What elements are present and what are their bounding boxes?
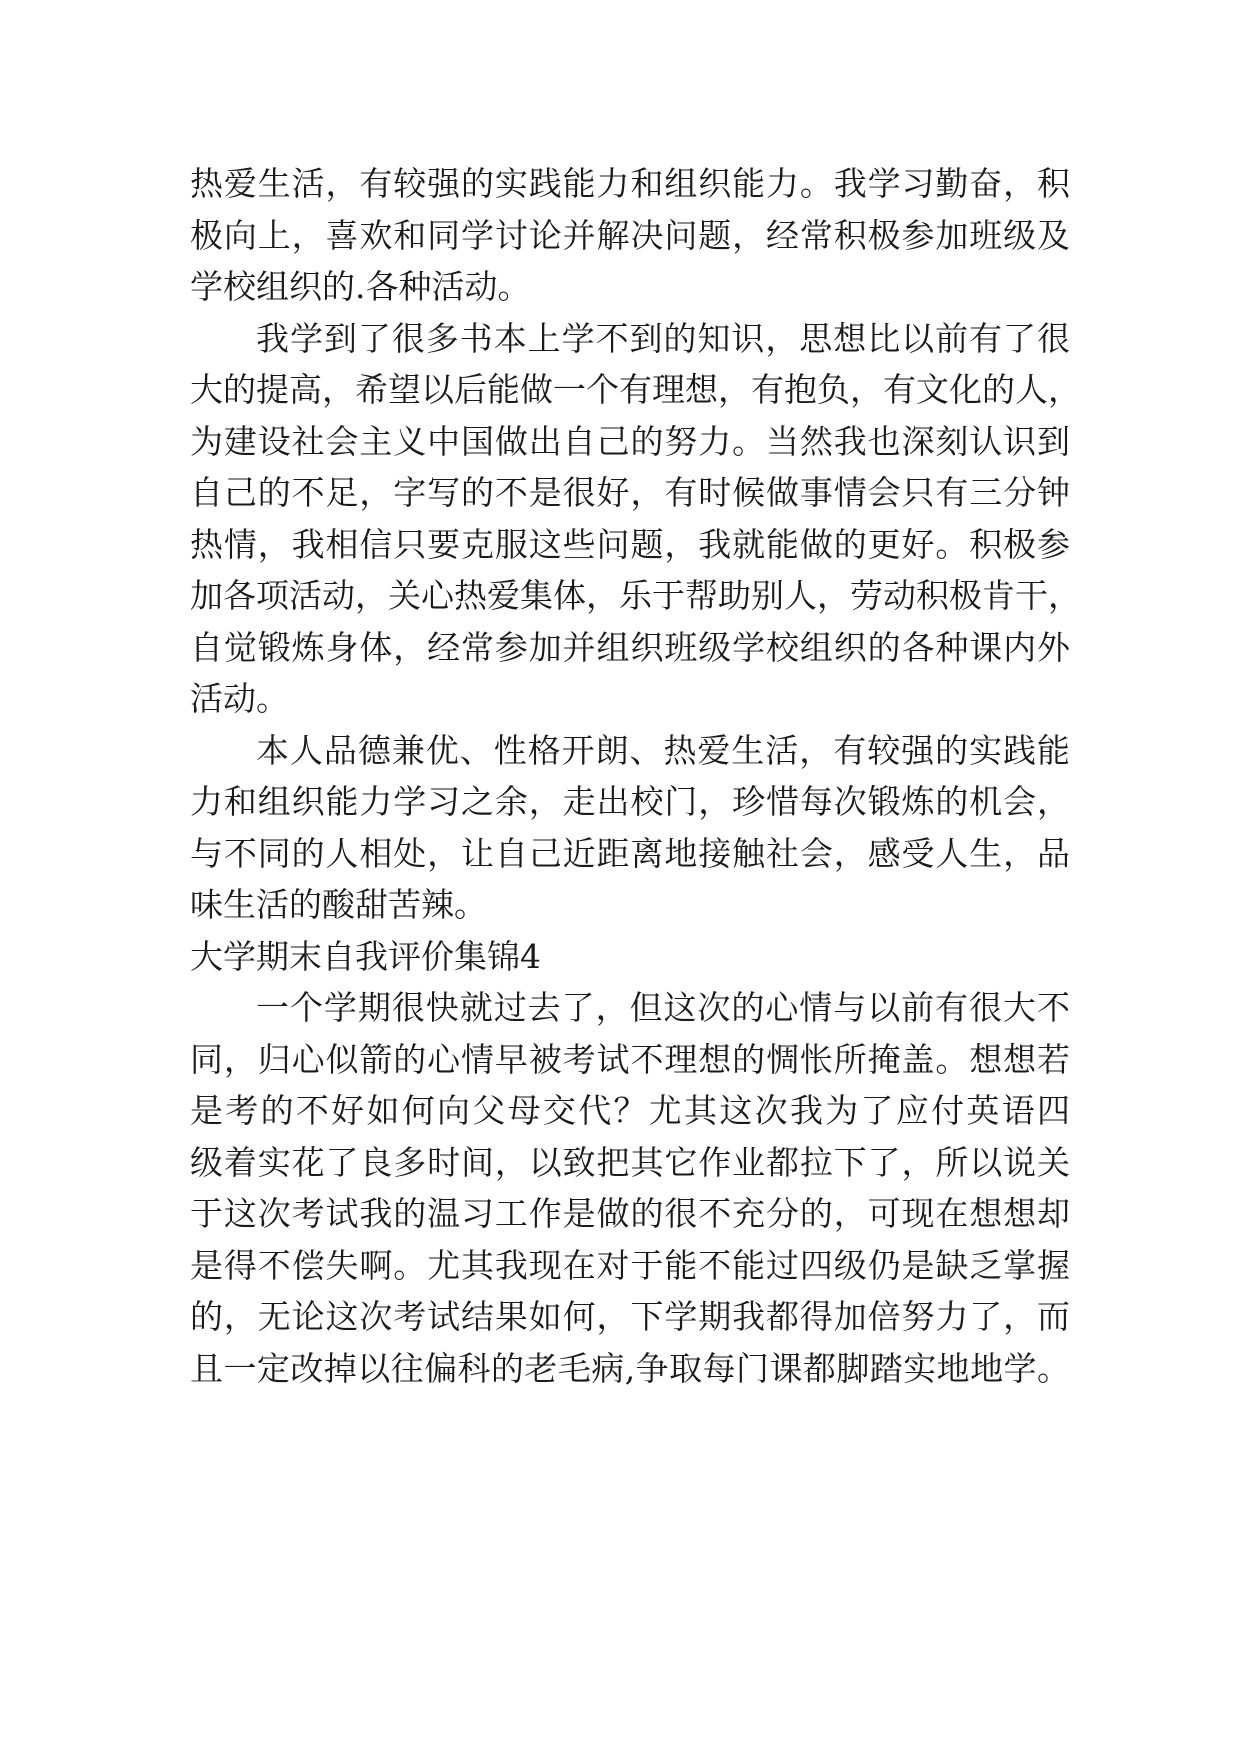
paragraph-4 [190, 982, 1070, 1394]
text-line: 是得不偿失啊。尤其我现在对于能不能过四级仍是缺乏掌握 [190, 1245, 1070, 1285]
text-line: 本人品德兼优、性格开朗、热爱生活，有较强的实践能 [256, 730, 1070, 770]
text-line: 自己的不足，字写的不是很好，有时候做事情会只有三分钟 [190, 473, 1070, 512]
paragraph-3 [190, 725, 1070, 931]
text-line: 热情，我相信只要克服这些问题，我就能做的更好。积极参 [190, 524, 1070, 564]
text-line: 与不同的人相处，让自己近距离地接触社会，感受人生，品 [190, 833, 1070, 873]
text-line: 极向上，喜欢和同学讨论并解决问题，经常积极参加班级及 [190, 215, 1070, 255]
text-line: 的，无论这次考试结果如何，下学期我都得加倍努力了，而 [190, 1297, 1070, 1336]
text-line: 且一定改掉以往偏科的老毛病,争取每门课都脚踏实地地学。 [190, 1348, 1070, 1388]
text-line: 学校组织的.各种活动。 [190, 267, 531, 306]
text-line: 我学到了很多书本上学不到的知识，思想比以前有了很 [256, 318, 1070, 358]
paragraph-2 [190, 313, 1081, 725]
text-line: 是考的不好如何向父母交代？尤其这次我为了应付英语四 [190, 1091, 1070, 1130]
text-line: 级着实花了良多时间，以致把其它作业都拉下了，所以说关 [190, 1142, 1070, 1182]
text-line: 一个学期很快就过去了，但这次的心情与以前有很大不 [256, 988, 1070, 1027]
text-line: 自觉锻炼身体，经常参加并组织班级学校组织的各种课内外 [190, 627, 1070, 667]
text-line: 于这次考试我的温习工作是做的很不充分的，可现在想想却 [190, 1194, 1070, 1233]
text-line: 力和组织能力学习之余，走出校门，珍惜每次锻炼的机会， [190, 782, 1070, 821]
text-line: 热爱生活，有较强的实践能力和组织能力。我学习勤奋，积 [190, 164, 1070, 203]
text-line: 大的提高，希望以后能做一个有理想，有抱负，有文化的人， [190, 370, 1081, 409]
text-line: 为建设社会主义中国做出自己的努力。当然我也深刻认识到 [190, 421, 1070, 461]
paragraph-1 [190, 158, 1070, 313]
text-line: 加各项活动，关心热爱集体，乐于帮助别人，劳动积极肯干， [190, 576, 1081, 615]
text-line: 味生活的酸甜苦辣。 [190, 885, 487, 924]
document-body [190, 158, 1081, 1394]
section-heading: 大学期末自我评价集锦4 [190, 936, 541, 976]
text-line: 活动。 [190, 679, 289, 718]
text-line: 同，归心似箭的心情早被考试不理想的惆怅所掩盖。想想若 [190, 1039, 1070, 1079]
